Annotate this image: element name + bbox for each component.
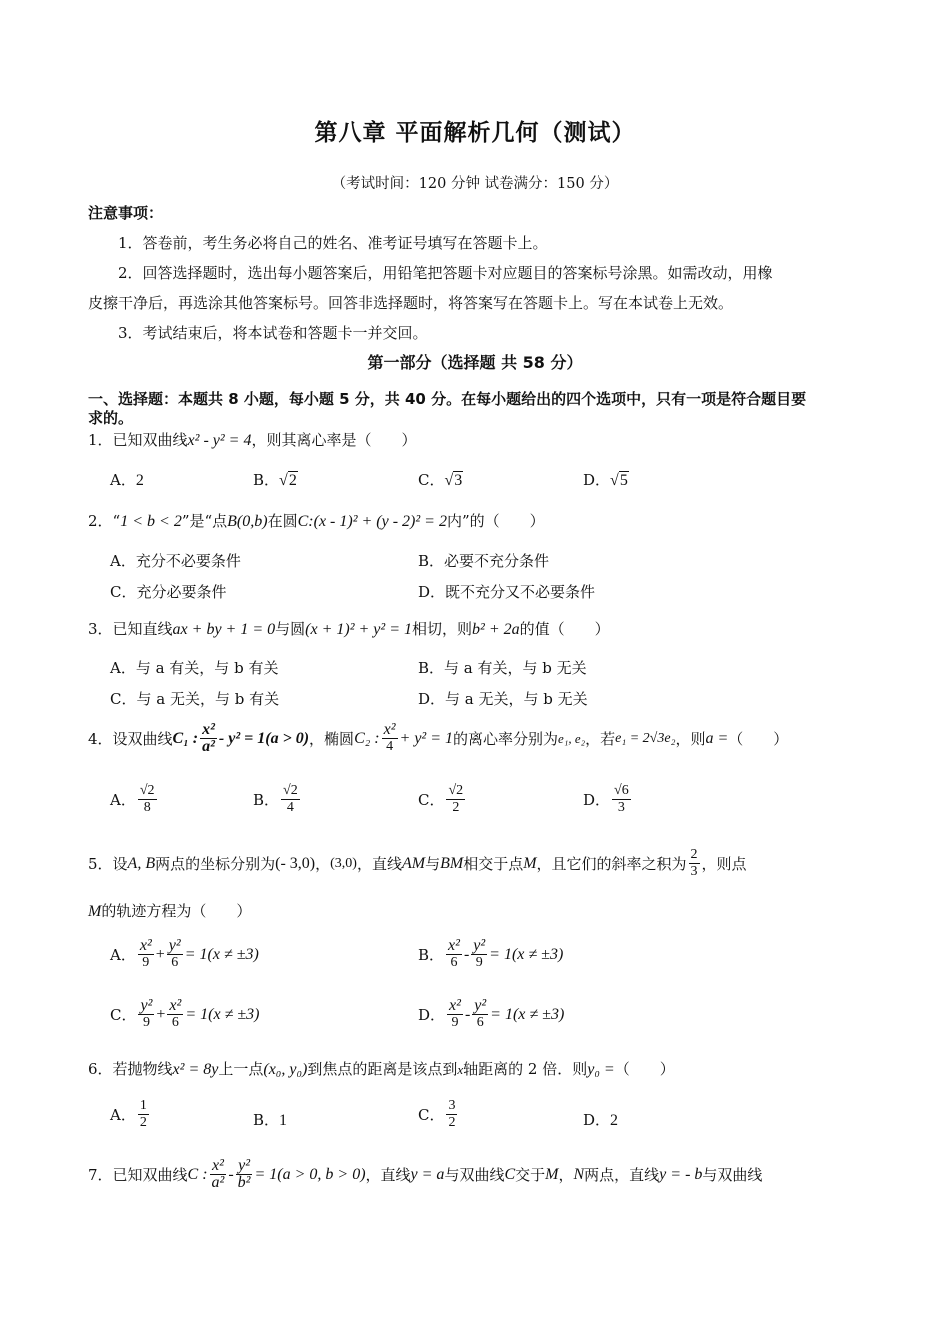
q7-line-1: y = a [410, 1165, 445, 1183]
option-rest: = 1(x ≠ ±3) [184, 945, 259, 963]
numerator: √2 [448, 783, 464, 798]
option-label: B． [418, 945, 445, 964]
q7-text: ， [558, 1165, 574, 1184]
q5-option-c [110, 998, 259, 1031]
denominator: 2 [452, 800, 460, 815]
q2-option-b: B．必要不充分条件 [418, 552, 550, 570]
q7-hyperbola-rest: = 1(a > 0, b > 0) [254, 1165, 366, 1183]
note-item-2-line-1: 2．回答选择题时，选出每小题答案后，用铅笔把答题卡对应题目的答案标号涂黑。如需改动，用橡 [118, 264, 773, 282]
option-fraction [446, 783, 465, 816]
q5-text: ，则点 [701, 854, 747, 873]
q5-option-d [418, 998, 564, 1031]
numerator: x² [383, 721, 396, 738]
option-label: B． [253, 1111, 280, 1129]
q6-ask: y₀ = [587, 1061, 615, 1078]
option-label: C． [110, 1005, 137, 1024]
q5-text: 5．设 [88, 854, 128, 873]
q5-slope-product [689, 847, 700, 880]
denominator: 8 [143, 800, 151, 815]
option-label: C． [418, 1105, 445, 1124]
q7-point-n: N [573, 1165, 585, 1183]
q7-text: 7．已知双曲线 [88, 1165, 188, 1184]
q3-expression: b² + 2a [472, 621, 520, 638]
denominator: 6 [476, 1015, 484, 1030]
q2-text: ”是“点 [181, 512, 228, 530]
q5-point-m: M [523, 854, 537, 872]
option-fraction [446, 938, 462, 971]
option-fraction [471, 938, 487, 971]
option-fraction [138, 783, 157, 816]
option-fraction [138, 938, 154, 971]
q7-text: 与双曲线 [702, 1165, 763, 1184]
option-label: C． [418, 471, 445, 489]
numerator: y² [168, 937, 181, 954]
q5-point-b: (3,0) [330, 855, 357, 871]
option-rest: = 1(x ≠ ±3) [490, 1005, 565, 1023]
sqrt-symbol: √2 [279, 472, 297, 489]
q5-point-a: (- 3,0) [275, 854, 316, 872]
option-value: 2 [610, 1112, 619, 1129]
q3-option-d: D．与 a 无关，与 b 无关 [418, 690, 588, 708]
q6-parabola: x² = 8y [172, 1061, 219, 1078]
q7-hyperbola-label: C : [187, 1165, 208, 1183]
section-instructions-line-1: 一、选择题：本题共 8 小题，每小题 5 分，共 40 分。在每小题给出的四个选项中，只有一项是符合题目要 [88, 390, 807, 408]
option-rest: = 1(x ≠ ±3) [185, 1005, 260, 1023]
numerator: x² [202, 721, 215, 738]
q6-point: (x₀, y₀) [263, 1061, 308, 1078]
option-label: C． [418, 790, 445, 809]
denominator: 3 [690, 864, 698, 879]
numerator: x² [211, 1157, 224, 1174]
q3-line: ax + by + 1 = 0 [172, 621, 276, 638]
denominator: 9 [142, 955, 150, 970]
q1-option-b [253, 470, 298, 491]
sqrt-symbol: √3 [444, 472, 463, 489]
option-label: D． [583, 790, 611, 809]
q1-option-a [110, 470, 144, 491]
operator: + [156, 1005, 166, 1023]
q7-fraction [210, 1158, 227, 1191]
denominator: 4 [286, 800, 294, 815]
option-fraction [138, 998, 154, 1031]
q6-option-d [583, 1110, 618, 1131]
option-fraction [447, 998, 463, 1031]
q6-option-c [418, 1098, 459, 1131]
denominator: 6 [171, 1015, 179, 1030]
q5-point-m: M [88, 903, 102, 920]
numerator: √2 [139, 783, 155, 798]
q5-option-b [418, 938, 563, 971]
note-item-1: 1．答卷前，考生务必将自己的姓名、准考证号填写在答题卡上。 [118, 234, 548, 252]
operator: - [464, 1005, 471, 1023]
option-label: A． [110, 945, 136, 964]
q4-text: ，则 [675, 729, 706, 748]
denominator: 9 [142, 1015, 150, 1030]
q6-text: 轴距离的 2 倍．则 [463, 1060, 588, 1078]
q6-axis: x [457, 1062, 464, 1077]
denominator: 3 [617, 800, 625, 815]
option-label: A． [110, 1105, 136, 1124]
sqrt-symbol: √5 [610, 472, 628, 489]
option-value: 3 [454, 472, 463, 489]
note-item-3: 3．考试结束后，将本试卷和答题卡一并交回。 [118, 324, 428, 342]
q2-condition: 1 < b < 2 [120, 513, 182, 530]
operator: - [463, 945, 470, 963]
denominator: a² [211, 1174, 225, 1191]
option-fraction [281, 783, 300, 816]
q7-text: ，直线 [365, 1165, 411, 1184]
q5-text: 两点的坐标分别为 [155, 854, 276, 873]
q4-text: （ ） [728, 729, 789, 748]
page-title: 第八章 平面解析几何（测试） [314, 120, 636, 146]
denominator: 6 [171, 955, 179, 970]
question-1 [88, 430, 416, 451]
option-label: A． [110, 790, 136, 809]
q3-circle: (x + 1)² + y² = 1 [305, 621, 412, 638]
option-label: A． [110, 471, 136, 489]
q2-text: 2．“ [88, 512, 121, 530]
option-label: B． [253, 790, 280, 809]
numerator: 1 [139, 1098, 147, 1113]
section-title: 第一部分（选择题 共 58 分） [367, 353, 583, 372]
q5-text: ， [315, 854, 331, 873]
q3-text: 的值（ ） [519, 620, 610, 638]
q1-option-c [418, 470, 463, 491]
denominator: b² [237, 1174, 251, 1191]
q2-text: 内”的（ ） [446, 512, 545, 530]
q4-text: ，若 [585, 729, 616, 748]
numerator: √6 [614, 783, 629, 798]
numerator: y² [238, 1157, 251, 1174]
option-label: D． [583, 1111, 611, 1129]
q5-points: A, B [127, 854, 156, 872]
operator: - [228, 1165, 234, 1183]
numerator: x² [169, 997, 182, 1014]
q4-text: ，椭圆 [309, 729, 355, 748]
q3-option-c: C．与 a 无关，与 b 有关 [110, 690, 280, 708]
question-2 [88, 511, 545, 532]
q4-ellipse-rest: + y² = 1 [399, 729, 454, 747]
denominator: 4 [386, 739, 394, 754]
q7-text: 交于 [515, 1165, 546, 1184]
option-fraction [167, 998, 183, 1031]
numerator: x² [448, 937, 460, 954]
q1-prefix: 1．已知双曲线 [88, 431, 188, 449]
numerator: x² [139, 937, 152, 954]
q5-text: ，且它们的斜率之积为 [536, 854, 687, 873]
q5-line-bm: BM [440, 854, 464, 872]
q7-fraction [236, 1158, 253, 1191]
q3-option-a: A．与 a 有关，与 b 有关 [110, 659, 279, 677]
q7-line-2: y = - b [659, 1165, 703, 1183]
q4-option-b [253, 783, 302, 816]
q2-option-c: C．充分必要条件 [110, 583, 227, 601]
option-value: 5 [619, 472, 628, 489]
q4-ellipse-fraction [382, 722, 398, 755]
question-5 [88, 847, 747, 880]
option-fraction [612, 783, 631, 816]
q1-option-d [583, 470, 629, 491]
q4-relation: e₁ = 2√3e₂ [615, 730, 676, 746]
q6-text: 到焦点的距离是该点到 [307, 1060, 458, 1078]
option-fraction [138, 1098, 149, 1131]
q4-hyperbola-label: C₁ : [172, 729, 199, 747]
q1-equation: x² - y² = 4 [187, 432, 252, 449]
numerator: x² [449, 997, 461, 1014]
option-value: 2 [135, 472, 144, 489]
q4-ask: a = [705, 729, 729, 747]
q2-text: 在圆 [267, 512, 298, 530]
q7-text: 与双曲线 [444, 1165, 505, 1184]
section-instructions-line-2: 求的。 [88, 409, 134, 427]
denominator: a² [202, 738, 215, 755]
operator: + [155, 945, 165, 963]
q5-option-a [110, 938, 259, 971]
denominator: 2 [139, 1115, 147, 1130]
q7-text: 两点，直线 [584, 1165, 660, 1184]
question-4 [88, 722, 788, 755]
numerator: y² [473, 937, 486, 954]
q3-text: 与圆 [275, 620, 306, 638]
q4-option-c [418, 783, 467, 816]
exam-info: （考试时间：120 分钟 试卷满分：150 分） [331, 176, 619, 192]
option-label: B． [253, 471, 280, 489]
option-value: 1 [279, 1112, 288, 1129]
denominator: 2 [448, 1115, 456, 1130]
q5-text: 与 [425, 854, 441, 873]
numerator: √2 [283, 783, 298, 798]
q3-text: 相切，则 [412, 620, 473, 638]
q2-option-d: D．既不充分又不必要条件 [418, 583, 596, 601]
numerator: 2 [690, 847, 698, 862]
q6-text: 上一点 [218, 1060, 264, 1078]
numerator: y² [140, 997, 153, 1014]
q4-text: 的离心率分别为 [453, 729, 559, 748]
option-rest: = 1(x ≠ ±3) [489, 945, 564, 963]
denominator: 6 [450, 955, 458, 970]
q5-text: 的轨迹方程为（ ） [101, 902, 252, 920]
notes-heading: 注意事项： [88, 204, 164, 222]
q6-text: 6．若抛物线 [88, 1060, 173, 1078]
denominator: 9 [451, 1015, 459, 1030]
q3-option-b: B．与 a 有关，与 b 无关 [418, 659, 587, 677]
q2-point: B(0,b) [227, 513, 268, 530]
denominator: 9 [475, 955, 483, 970]
question-6 [88, 1059, 675, 1080]
q4-option-d [583, 783, 633, 816]
q2-option-a: A．充分不必要条件 [110, 552, 241, 570]
q6-option-a [110, 1098, 151, 1131]
question-5-line-2 [88, 901, 251, 922]
question-7 [88, 1158, 762, 1191]
option-label: D． [583, 471, 611, 489]
q4-ellipse-label: C₂ : [354, 729, 380, 747]
q7-point-m: M [545, 1165, 559, 1183]
q5-text: ，直线 [356, 854, 402, 873]
q4-hyperbola-rest: - y² = 1(a > 0) [218, 729, 310, 747]
q3-text: 3．已知直线 [88, 620, 173, 638]
option-fraction [472, 998, 488, 1031]
numerator: y² [474, 997, 487, 1014]
q1-suffix: ，则其离心率是（ ） [251, 431, 417, 449]
q4-option-a [110, 783, 159, 816]
option-label: D． [418, 1005, 446, 1024]
option-fraction [167, 938, 183, 971]
q4-text: 4．设双曲线 [88, 729, 173, 748]
q5-text: 相交于点 [463, 854, 524, 873]
option-value: 2 [288, 472, 297, 489]
option-fraction [446, 1098, 457, 1131]
q7-curve: C [504, 1165, 516, 1183]
question-3 [88, 619, 610, 640]
q6-option-b [253, 1110, 287, 1131]
q4-eccentricities: e₁, e₂ [558, 730, 586, 746]
q6-text: （ ） [614, 1060, 675, 1078]
q4-hyperbola-fraction [200, 722, 217, 755]
q5-line-am: AM [401, 854, 426, 872]
numerator: 3 [448, 1098, 456, 1113]
note-item-2-line-2: 皮擦干净后，再选涂其他答案标号。回答非选择题时，将答案写在答题卡上。写在本试卷上无效。 [88, 294, 734, 312]
q2-circle: C:(x - 1)² + (y - 2)² = 2 [297, 513, 447, 530]
